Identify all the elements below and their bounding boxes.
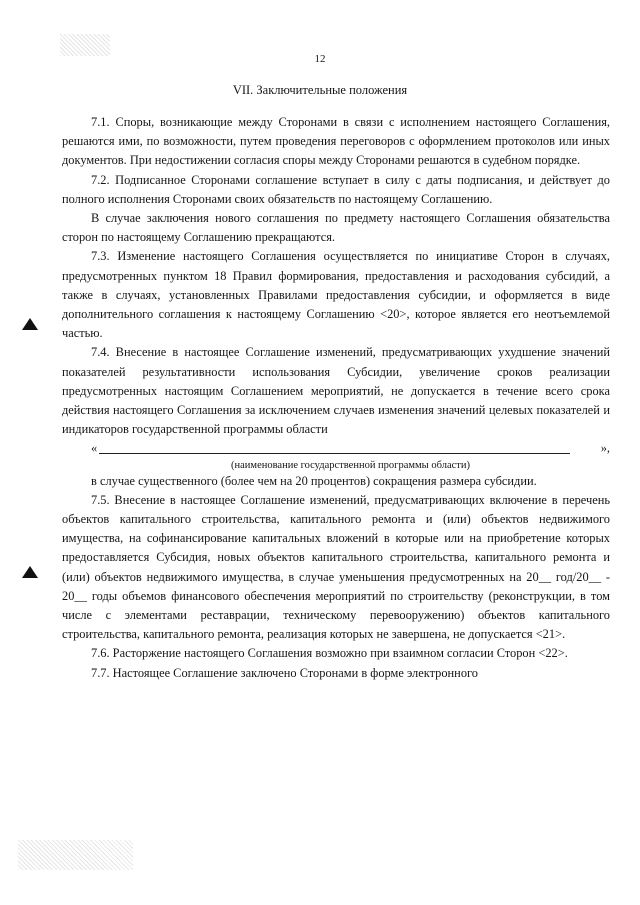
section-title: VII. Заключительные положения: [232, 83, 408, 97]
scan-smudge: [18, 840, 133, 870]
page-number: 12: [314, 53, 326, 65]
paragraph-7-1: 7.1. Споры, возникающие между Сторонами в связи с исполнением настоящего Соглашения, решаются ими, по возможности, путем проведения переговоров с оформлением протоколов или иных документов. При недостижении согласия споры между Сторонами решаются в судебном порядке.: [62, 115, 610, 168]
paragraph-7-2: 7.2. Подписанное Сторонами соглашение вступает в силу с даты подписания, и действует до полного исполнения Сторонами своих обязательств по настоящему Соглашению.: [62, 172, 610, 206]
program-name-blank: [62, 439, 610, 458]
blank-caption: (наименование государственной программы области): [231, 459, 470, 471]
blank-open-quote: «: [91, 441, 98, 456]
margin-mark: [22, 566, 38, 578]
paragraph-7-4: 7.4. Внесение в настоящее Соглашение изменений, предусматривающих ухудшение значений показателей результативности использования Субсидии, увеличение сроков реализации предусмотренных настоящим Соглашением мероприятий, не допускается в течение всего срока действия настоящего Соглашения за исключением случаев изменения значений целевых показателей и индикаторов государственной программы области: [62, 345, 610, 437]
paragraph-7-4-continuation: в случае существенного (более чем на 20 процентов) сокращения размера субсидии.: [91, 473, 537, 488]
document-body: [62, 113, 610, 683]
paragraph-7-7: 7.7. Настоящее Соглашение заключено Сторонами в форме электронного: [91, 665, 478, 680]
blank-underline: [99, 439, 570, 453]
paragraph-7-3: 7.3. Изменение настоящего Соглашения осуществляется по инициативе Сторон в случаях, предусмотренных пунктом 18 Правил формирования, предоставления и расходования субсидий, а также в случаях, установленных Правилами предоставления субсидии, и оформляется в виде дополнительного соглашения к настоящему Соглашению <20>, которое является его неотъемлемой частью.: [62, 249, 610, 341]
paragraph-7-5: 7.5. Внесение в настоящее Соглашение изменений, предусматривающих включение в перечень объектов капитального строительства, капитального ремонта и (или) объектов недвижимого имущества, на софинансирование капитальных вложений в которые или на приобретение которых предоставляется Субсидия, новых объектов капитального строительства, капитального ремонта и (или) объектов недвижимого имущества, в случае уменьшения предусмотренных на 20__ год/20__ - 20__ годы объемов финансового обеспечения мероприятий по строительству (реконструкции, в том числе с элементами реставрации, техническому перевооружению) объектов капитального строительства, капитального ремонта, реализация которых не завершена, не допускается <21>.: [62, 492, 610, 642]
paragraph-new-agreement: В случае заключения нового соглашения по предмету настоящего Соглашения обязательства сторон по настоящему Соглашению прекращаются.: [62, 211, 610, 245]
blank-close-quote: »,: [600, 441, 610, 456]
margin-mark: [22, 318, 38, 330]
paragraph-7-6: 7.6. Расторжение настоящего Соглашения возможно при взаимном согласии Сторон <22>.: [91, 646, 568, 661]
